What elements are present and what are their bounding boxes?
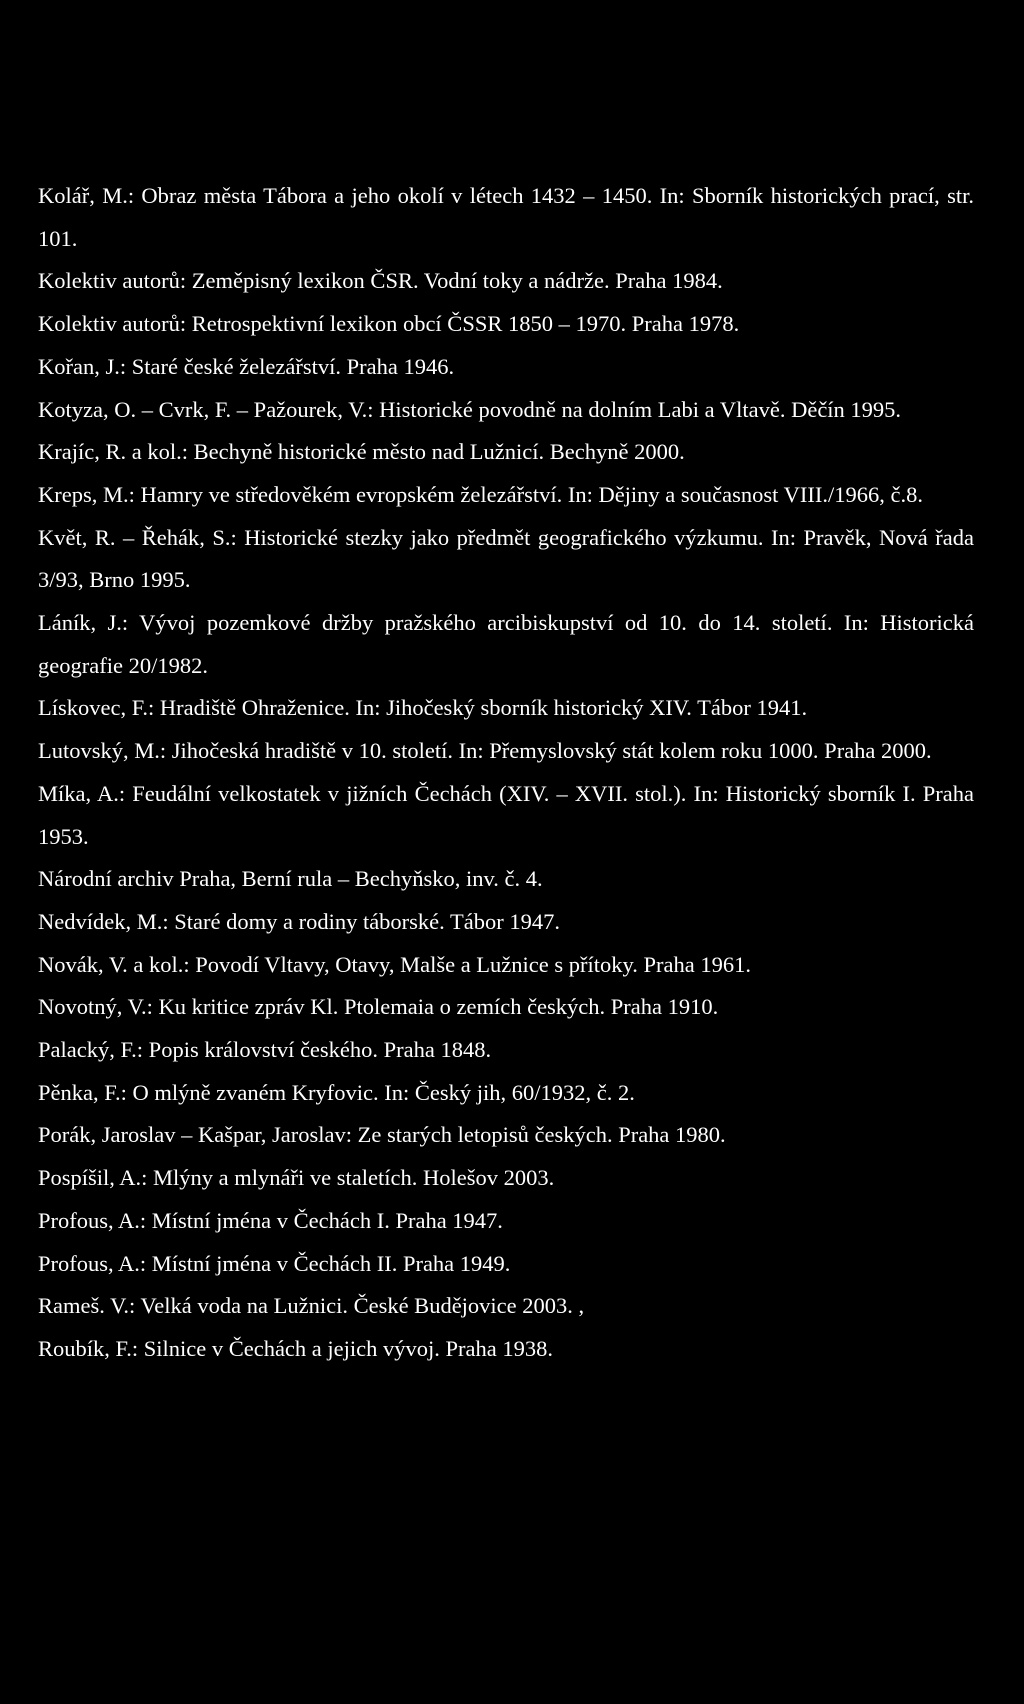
bibliography-entry: Pěnka, F.: O mlýně zvaném Kryfovic. In: Český jih, 60/1932, č. 2. xyxy=(38,1079,635,1105)
bibliography-entry: Láník, J.: Vývoj pozemkové držby pražského arcibiskupství od 10. do 14. století. In: Historická geografie 20/1982. xyxy=(38,610,974,678)
bibliography-entry: Porák, Jaroslav – Kašpar, Jaroslav: Ze starých letopisů českých. Praha 1980. xyxy=(38,1122,726,1148)
bibliography-entry: Kolektiv autorů: Zeměpisný lexikon ČSR. Vodní toky a nádrže. Praha 1984. xyxy=(38,268,723,294)
bibliography-entry: Krajíc, R. a kol.: Bechyně historické město nad Lužnicí. Bechyně 2000. xyxy=(38,439,685,465)
bibliography-entry: Kořan, J.: Staré české železářství. Praha 1946. xyxy=(38,353,455,379)
bibliography-entry: Květ, R. – Řehák, S.: Historické stezky jako předmět geografického výzkumu. In: Pravěk, Nová řada 3/93, Brno 1995. xyxy=(38,524,974,593)
bibliography-entry: Roubík, F.: Silnice v Čechách a jejich vývoj. Praha 1938. xyxy=(38,1335,553,1361)
bibliography-entry: Rameš. V.: Velká voda na Lužnici. České Budějovice 2003. , xyxy=(38,1293,585,1319)
bibliography-entry: Nedvídek, M.: Staré domy a rodiny táborské. Tábor 1947. xyxy=(38,908,560,934)
bibliography-entry: Palacký, F.: Popis království českého. Praha 1848. xyxy=(38,1037,492,1063)
bibliography-entry: Kolář, M.: Obraz města Tábora a jeho okolí v létech 1432 – 1450. In: Sborník historických prací, str. 101. xyxy=(38,183,974,251)
bibliography-entry: Lískovec, F.: Hradiště Ohraženice. In: Jihočeský sborník historický XIV. Tábor 1941. xyxy=(38,695,808,721)
bibliography-entry: Kotyza, O. – Cvrk, F. – Pažourek, V.: Historické povodně na dolním Labi a Vltavě. Děčín 1995. xyxy=(38,396,902,422)
bibliography-entry: Profous, A.: Místní jména v Čechách I. Praha 1947. xyxy=(38,1207,503,1233)
bibliography-list xyxy=(38,175,974,1371)
bibliography-entry: Lutovský, M.: Jihočeská hradiště v 10. století. In: Přemyslovský stát kolem roku 1000. Praha 2000. xyxy=(38,738,932,764)
bibliography-entry: Pospíšil, A.: Mlýny a mlynáři ve staletích. Holešov 2003. xyxy=(38,1165,555,1191)
bibliography-entry: Kreps, M.: Hamry ve středověkém evropském železářství. In: Dějiny a současnost VIII./1966, č.8. xyxy=(38,481,923,507)
bibliography-entry: Novák, V. a kol.: Povodí Vltavy, Otavy, Malše a Lužnice s přítoky. Praha 1961. xyxy=(38,951,752,977)
bibliography-entry: Národní archiv Praha, Berní rula – Bechyňsko, inv. č. 4. xyxy=(38,866,543,892)
bibliography-entry: Míka, A.: Feudální velkostatek v jižních Čechách (XIV. – XVII. stol.). In: Historický sborník I. Praha 1953. xyxy=(38,780,974,849)
bibliography-entry: Kolektiv autorů: Retrospektivní lexikon obcí ČSSR 1850 – 1970. Praha 1978. xyxy=(38,311,740,337)
bibliography-entry: Profous, A.: Místní jména v Čechách II. Praha 1949. xyxy=(38,1250,511,1276)
bibliography-entry: Novotný, V.: Ku kritice zpráv Kl. Ptolemaia o zemích českých. Praha 1910. xyxy=(38,994,719,1020)
